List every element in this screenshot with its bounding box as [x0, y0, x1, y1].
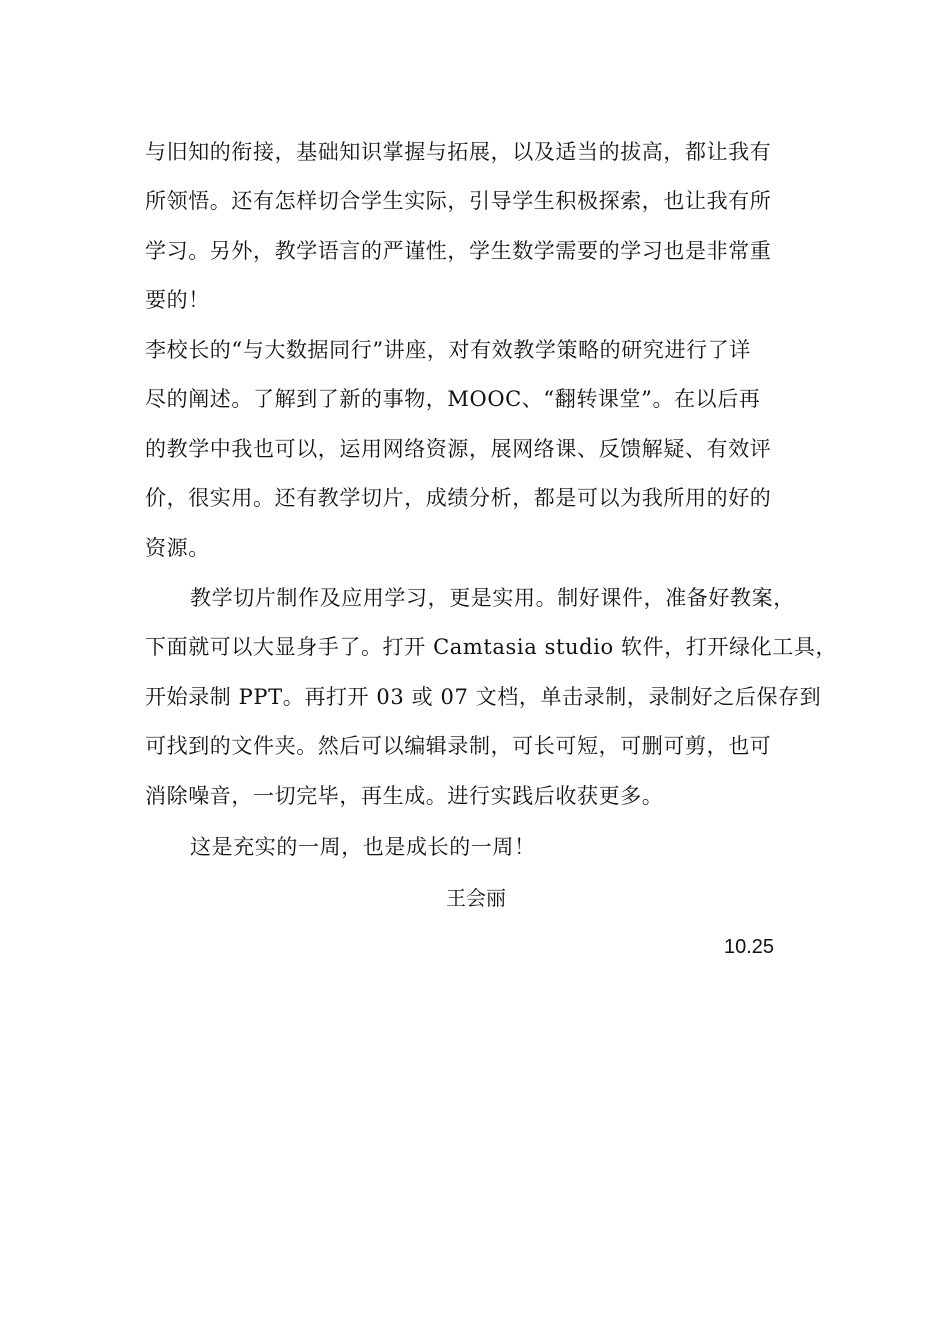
paragraph-4-line-1: 这是充实的一周，也是成长的一周！	[190, 835, 536, 859]
paragraph-1-line-3: 学习。另外，教学语言的严谨性，学生数学需要的学习也是非常重	[145, 239, 772, 263]
paragraph-1-line-1: 与旧知的衔接，基础知识掌握与拓展，以及适当的拔高，都让我有	[145, 140, 772, 164]
paragraph-1-line-2: 所领悟。还有怎样切合学生实际，引导学生积极探索，也让我有所	[145, 189, 772, 213]
paragraph-2-line-3: 的教学中我也可以，运用网络资源，展网络课、反馈解疑、有效评	[145, 437, 772, 461]
paragraph-3-line-1: 教学切片制作及应用学习，更是实用。制好课件，准备好教案，	[190, 586, 795, 610]
paragraph-2-line-1: 李校长的“与大数据同行”讲座，对有效教学策略的研究进行了详	[145, 338, 751, 362]
paragraph-2-line-2: 尽的阐述。了解到了新的事物，MOOC、“翻转课堂”。在以后再	[145, 387, 761, 411]
paragraph-3-line-3: 开始录制 PPT。再打开 03 或 07 文档，单击录制，录制好之后保存到	[145, 685, 822, 709]
paragraph-3-line-4: 可找到的文件夹。然后可以编辑录制，可长可短，可删可剪，也可	[145, 734, 772, 758]
author-name: 王会丽	[446, 886, 506, 910]
paragraph-3-line-2: 下面就可以大显身手了。打开 Camtasia studio 软件，打开绿化工具，	[145, 635, 838, 659]
date: 10.25	[724, 936, 775, 958]
paragraph-2-line-4: 价，很实用。还有教学切片，成绩分析，都是可以为我所用的好的	[145, 486, 772, 510]
paragraph-2-line-5: 资源。	[145, 536, 210, 560]
paragraph-1-line-4: 要的！	[145, 288, 210, 312]
paragraph-3-line-5: 消除噪音，一切完毕，再生成。进行实践后收获更多。	[145, 784, 664, 808]
